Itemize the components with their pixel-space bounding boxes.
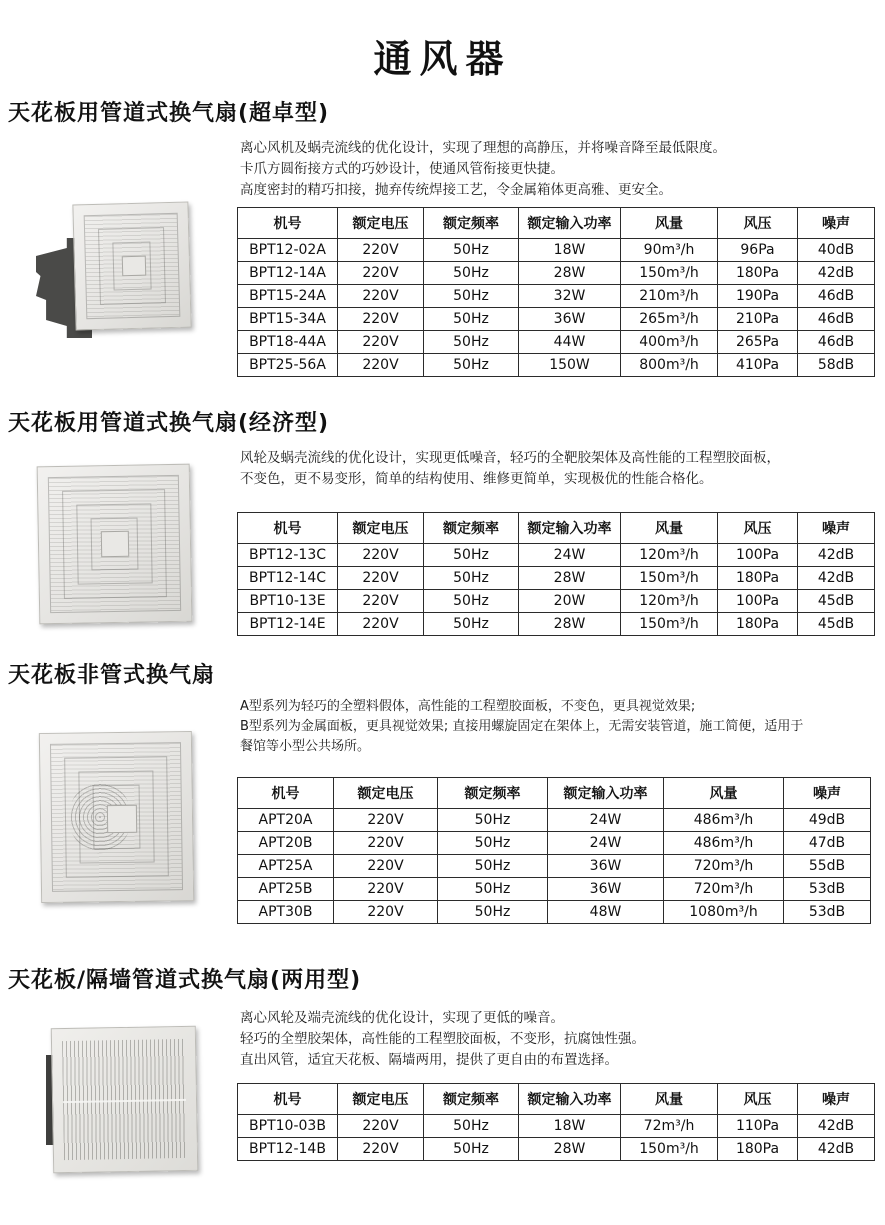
table-cell: BPT15-34A <box>238 308 338 331</box>
table-cell: 20W <box>519 590 621 613</box>
table-cell: 720m³/h <box>664 878 784 901</box>
table-row <box>238 354 875 377</box>
column-header: 额定输入功率 <box>548 778 664 809</box>
table-cell: 44W <box>519 331 621 354</box>
fan-face <box>72 202 191 331</box>
table-row <box>238 567 875 590</box>
column-header: 额定输入功率 <box>519 208 621 239</box>
description-line: 卡爪方圆衔接方式的巧妙设计，使通风管衔接更快捷。 <box>240 161 564 177</box>
table-cell: 42dB <box>798 262 875 285</box>
table-cell: 50Hz <box>424 613 519 636</box>
table-cell: 50Hz <box>438 878 548 901</box>
description-line: B型系列为金属面板，更具视觉效果; 直接用螺旋固定在架体上，无需安装管道，施工简便，适用于 <box>240 719 804 734</box>
table-cell: 45dB <box>798 613 875 636</box>
column-header: 噪声 <box>798 1084 875 1115</box>
description-line: 餐馆等小型公共场所。 <box>240 739 371 754</box>
column-header: 风量 <box>621 208 718 239</box>
column-header: 风量 <box>621 1084 718 1115</box>
section-1-heading: 天花板用管道式换气扇(超卓型) <box>8 101 330 126</box>
table-cell: 42dB <box>798 567 875 590</box>
table-row <box>238 308 875 331</box>
table-cell: 150W <box>519 354 621 377</box>
table-cell: 220V <box>338 613 424 636</box>
ceiling-wall-dual-fan-image <box>30 1015 240 1215</box>
table-row <box>238 285 875 308</box>
column-header: 额定电压 <box>338 208 424 239</box>
table-cell: 50Hz <box>424 239 519 262</box>
spec-table-non-duct <box>237 777 871 924</box>
table-cell: 28W <box>519 613 621 636</box>
table-cell: 220V <box>338 331 424 354</box>
table-cell: 50Hz <box>424 590 519 613</box>
ceiling-duct-fan-economy-image <box>30 460 230 635</box>
table-cell: 28W <box>519 1138 621 1161</box>
table-cell: 150m³/h <box>621 1138 718 1161</box>
table-row <box>238 855 871 878</box>
table-cell: BPT12-14E <box>238 613 338 636</box>
table-cell: 265m³/h <box>621 308 718 331</box>
table-cell: 46dB <box>798 331 875 354</box>
table-header-row <box>238 208 875 239</box>
fan-center-cap <box>101 531 129 557</box>
table-cell: 28W <box>519 567 621 590</box>
table-cell: 220V <box>338 567 424 590</box>
table-cell: 220V <box>338 308 424 331</box>
table-cell: 50Hz <box>424 567 519 590</box>
table-cell: BPT10-03B <box>238 1115 338 1138</box>
section-2-description <box>240 448 780 490</box>
table-cell: 150m³/h <box>621 262 718 285</box>
table-cell: 18W <box>519 1115 621 1138</box>
table-cell: 53dB <box>784 878 871 901</box>
table-row <box>238 1138 875 1161</box>
table-cell: 36W <box>548 878 664 901</box>
table-cell: 210m³/h <box>621 285 718 308</box>
column-header: 额定电压 <box>334 778 438 809</box>
table-cell: 42dB <box>798 1115 875 1138</box>
spec-table-economy <box>237 512 875 636</box>
ceiling-duct-fan-superior-image <box>32 200 232 350</box>
table-cell: 220V <box>334 832 438 855</box>
fan-face <box>51 1026 199 1174</box>
spec-table-superior <box>237 207 875 377</box>
table-cell: 110Pa <box>718 1115 798 1138</box>
fan-center-cap <box>107 805 137 833</box>
table-cell: 180Pa <box>718 1138 798 1161</box>
table-cell: 28W <box>519 262 621 285</box>
description-line: A型系列为轻巧的全塑料假体，高性能的工程塑胶面板，不变色，更具视觉效果; <box>240 699 696 714</box>
section-1-description <box>240 138 726 201</box>
description-line: 高度密封的精巧扣接，抛弃传统焊接工艺，令金属箱体更高雅、更安全。 <box>240 182 672 198</box>
table-cell: 190Pa <box>718 285 798 308</box>
table-cell: 120m³/h <box>621 544 718 567</box>
column-header: 额定频率 <box>424 1084 519 1115</box>
table-row <box>238 239 875 262</box>
table-cell: 220V <box>338 1115 424 1138</box>
section-3-heading: 天花板非管式换气扇 <box>8 663 216 688</box>
table-cell: 220V <box>338 239 424 262</box>
table-cell: 50Hz <box>438 855 548 878</box>
column-header: 机号 <box>238 513 338 544</box>
column-header: 额定输入功率 <box>519 1084 621 1115</box>
column-header: 风量 <box>664 778 784 809</box>
table-cell: 220V <box>334 855 438 878</box>
table-cell: BPT25-56A <box>238 354 338 377</box>
table-cell: BPT10-13E <box>238 590 338 613</box>
table-cell: BPT12-13C <box>238 544 338 567</box>
description-line: 轻巧的全塑胶架体，高性能的工程塑胶面板，不变形，抗腐蚀性强。 <box>240 1031 645 1047</box>
table-cell: 42dB <box>798 1138 875 1161</box>
table-cell: 24W <box>548 832 664 855</box>
table-cell: BPT18-44A <box>238 331 338 354</box>
table-cell: 210Pa <box>718 308 798 331</box>
table-cell: 220V <box>338 262 424 285</box>
table-cell: 40dB <box>798 239 875 262</box>
table-cell: APT20A <box>238 809 334 832</box>
table-cell: 58dB <box>798 354 875 377</box>
table-row <box>238 331 875 354</box>
table-cell: 220V <box>338 1138 424 1161</box>
table-cell: 50Hz <box>438 832 548 855</box>
table-cell: 50Hz <box>424 331 519 354</box>
table-cell: 36W <box>519 308 621 331</box>
table-cell: 50Hz <box>424 262 519 285</box>
fan-face <box>39 731 194 903</box>
table-row <box>238 832 871 855</box>
table-cell: 24W <box>519 544 621 567</box>
table-cell: BPT12-02A <box>238 239 338 262</box>
table-cell: 55dB <box>784 855 871 878</box>
fan-center-cap <box>122 256 147 277</box>
table-cell: 150m³/h <box>621 567 718 590</box>
table-cell: 220V <box>334 901 438 924</box>
table-cell: 24W <box>548 809 664 832</box>
table-row <box>238 613 875 636</box>
column-header: 额定电压 <box>338 513 424 544</box>
table-cell: 96Pa <box>718 239 798 262</box>
description-line: 离心风机及蜗壳流线的优化设计，实现了理想的高静压，并将噪音降至最低限度。 <box>240 140 726 156</box>
spec-table-dual-use <box>237 1083 875 1161</box>
table-cell: 72m³/h <box>621 1115 718 1138</box>
table-cell: 180Pa <box>718 567 798 590</box>
column-header: 额定频率 <box>424 513 519 544</box>
table-cell: BPT12-14C <box>238 567 338 590</box>
table-cell: 45dB <box>798 590 875 613</box>
table-row <box>238 590 875 613</box>
section-3-description <box>240 697 803 757</box>
ceiling-non-duct-fan-image <box>30 728 230 913</box>
table-cell: 50Hz <box>424 1138 519 1161</box>
table-header-row <box>238 513 875 544</box>
table-cell: 220V <box>338 285 424 308</box>
table-cell: 220V <box>334 809 438 832</box>
table-cell: 48W <box>548 901 664 924</box>
column-header: 额定电压 <box>338 1084 424 1115</box>
table-cell: 50Hz <box>424 544 519 567</box>
table-cell: 100Pa <box>718 544 798 567</box>
table-row <box>238 1115 875 1138</box>
table-header-row <box>238 778 871 809</box>
table-cell: 50Hz <box>424 285 519 308</box>
table-cell: 220V <box>338 354 424 377</box>
column-header: 噪声 <box>784 778 871 809</box>
table-cell: 120m³/h <box>621 590 718 613</box>
table-cell: 32W <box>519 285 621 308</box>
page-title: 通风器 <box>373 37 512 81</box>
table-row <box>238 901 871 924</box>
table-cell: BPT12-14A <box>238 262 338 285</box>
section-4-heading: 天花板/隔墙管道式换气扇(两用型) <box>8 968 362 993</box>
column-header: 机号 <box>238 1084 338 1115</box>
table-cell: APT25A <box>238 855 334 878</box>
table-cell: 46dB <box>798 308 875 331</box>
table-cell: 720m³/h <box>664 855 784 878</box>
table-cell: 46dB <box>798 285 875 308</box>
table-row <box>238 809 871 832</box>
column-header: 额定输入功率 <box>519 513 621 544</box>
table-cell: APT20B <box>238 832 334 855</box>
table-cell: 180Pa <box>718 262 798 285</box>
section-4-description <box>240 1008 645 1071</box>
description-line: 风轮及蜗壳流线的优化设计，实现更低噪音，轻巧的全靶胶架体及高性能的工程塑胶面板， <box>240 450 780 466</box>
fan-face <box>37 464 193 625</box>
table-cell: BPT12-14B <box>238 1138 338 1161</box>
table-row <box>238 878 871 901</box>
table-row <box>238 544 875 567</box>
table-cell: 220V <box>334 878 438 901</box>
table-cell: 42dB <box>798 544 875 567</box>
table-cell: 49dB <box>784 809 871 832</box>
table-cell: 50Hz <box>438 809 548 832</box>
table-cell: 486m³/h <box>664 809 784 832</box>
table-cell: APT25B <box>238 878 334 901</box>
table-cell: 100Pa <box>718 590 798 613</box>
column-header: 噪声 <box>798 208 875 239</box>
column-header: 风压 <box>718 1084 798 1115</box>
section-2-heading: 天花板用管道式换气扇(经济型) <box>8 411 330 436</box>
table-cell: 47dB <box>784 832 871 855</box>
table-cell: 50Hz <box>424 1115 519 1138</box>
column-header: 额定频率 <box>424 208 519 239</box>
table-cell: 220V <box>338 590 424 613</box>
table-cell: 800m³/h <box>621 354 718 377</box>
table-cell: 50Hz <box>438 901 548 924</box>
table-cell: 36W <box>548 855 664 878</box>
description-line: 直出风管，适宜天花板、隔墙两用，提供了更自由的布置选择。 <box>240 1052 618 1068</box>
table-cell: APT30B <box>238 901 334 924</box>
column-header: 额定频率 <box>438 778 548 809</box>
table-cell: BPT15-24A <box>238 285 338 308</box>
table-cell: 265Pa <box>718 331 798 354</box>
table-cell: 1080m³/h <box>664 901 784 924</box>
table-cell: 50Hz <box>424 354 519 377</box>
table-cell: 90m³/h <box>621 239 718 262</box>
table-cell: 220V <box>338 544 424 567</box>
column-header: 风压 <box>718 208 798 239</box>
column-header: 噪声 <box>798 513 875 544</box>
column-header: 机号 <box>238 778 334 809</box>
table-cell: 50Hz <box>424 308 519 331</box>
column-header: 风压 <box>718 513 798 544</box>
column-header: 风量 <box>621 513 718 544</box>
table-cell: 486m³/h <box>664 832 784 855</box>
table-row <box>238 262 875 285</box>
table-cell: 150m³/h <box>621 613 718 636</box>
table-cell: 180Pa <box>718 613 798 636</box>
table-cell: 53dB <box>784 901 871 924</box>
description-line: 不变色，更不易变形，简单的结构使用、维修更简单，实现极优的性能合格化。 <box>240 471 713 487</box>
table-cell: 18W <box>519 239 621 262</box>
column-header: 机号 <box>238 208 338 239</box>
table-cell: 410Pa <box>718 354 798 377</box>
table-header-row <box>238 1084 875 1115</box>
table-cell: 400m³/h <box>621 331 718 354</box>
description-line: 离心风轮及端壳流线的优化设计，实现了更低的噪音。 <box>240 1010 564 1026</box>
